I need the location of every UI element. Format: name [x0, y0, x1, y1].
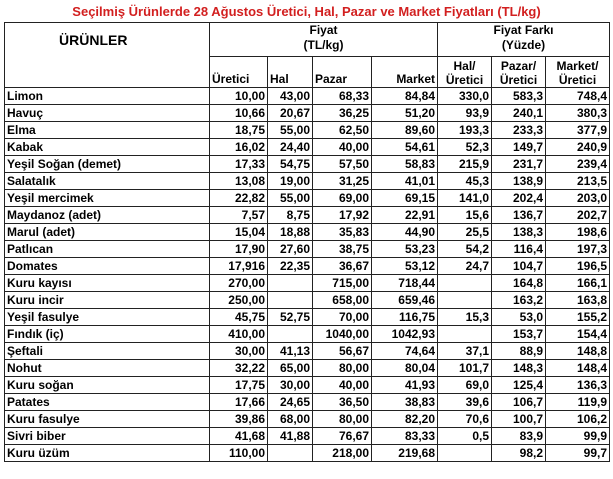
pazar-uretici-diff-cell: 83,9 — [492, 428, 546, 445]
product-name-cell: Sivri biber — [5, 428, 210, 445]
market-price-cell: 58,83 — [372, 156, 438, 173]
hal-price-cell — [268, 292, 313, 309]
table-row — [5, 309, 610, 326]
market-price-cell: 80,04 — [372, 360, 438, 377]
pazar-uretici-diff-cell: 163,2 — [492, 292, 546, 309]
hal-uretici-diff-cell: 193,3 — [438, 122, 492, 139]
pazar-uretici-diff-cell: 125,4 — [492, 377, 546, 394]
hal-uretici-diff-cell: 330,0 — [438, 88, 492, 105]
market-uretici-diff-cell: 163,8 — [546, 292, 610, 309]
market-uretici-diff-cell: 380,3 — [546, 105, 610, 122]
uretici-price-cell: 17,916 — [210, 258, 268, 275]
product-name-cell: Kuru üzüm — [5, 445, 210, 462]
product-name-cell: Kuru kayısı — [5, 275, 210, 292]
market-price-cell: 84,84 — [372, 88, 438, 105]
hal-uretici-diff-cell: 70,6 — [438, 411, 492, 428]
market-price-cell: 22,91 — [372, 207, 438, 224]
hal-price-cell — [268, 275, 313, 292]
uretici-price-cell: 17,75 — [210, 377, 268, 394]
hal-price-cell: 54,75 — [268, 156, 313, 173]
pazar-price-cell: 1040,00 — [313, 326, 372, 343]
hal-price-cell: 22,35 — [268, 258, 313, 275]
table-row — [5, 88, 610, 105]
market-uretici-diff-cell: 154,4 — [546, 326, 610, 343]
table-row — [5, 292, 610, 309]
product-name-cell: Maydanoz (adet) — [5, 207, 210, 224]
hal-price-cell: 8,75 — [268, 207, 313, 224]
uretici-price-cell: 13,08 — [210, 173, 268, 190]
market-price-cell: 83,33 — [372, 428, 438, 445]
market-uretici-diff-cell: 213,5 — [546, 173, 610, 190]
uretici-price-cell: 10,00 — [210, 88, 268, 105]
pazar-price-cell: 17,92 — [313, 207, 372, 224]
table-row — [5, 190, 610, 207]
col-header-pazar-uretici-line2: Üretici — [499, 73, 538, 87]
hal-uretici-diff-cell: 93,9 — [438, 105, 492, 122]
hal-price-cell: 20,67 — [268, 105, 313, 122]
market-uretici-diff-cell: 119,9 — [546, 394, 610, 411]
hal-uretici-diff-cell: 45,3 — [438, 173, 492, 190]
uretici-price-cell: 17,33 — [210, 156, 268, 173]
pazar-price-cell: 218,00 — [313, 445, 372, 462]
col-header-pazar-uretici — [492, 57, 546, 88]
col-header-market-uretici-line2: Üretici — [558, 73, 597, 87]
uretici-price-cell: 250,00 — [210, 292, 268, 309]
product-name-cell: Nohut — [5, 360, 210, 377]
market-price-cell: 41,93 — [372, 377, 438, 394]
table-row — [5, 105, 610, 122]
hal-uretici-diff-cell: 215,9 — [438, 156, 492, 173]
pazar-uretici-diff-cell: 233,3 — [492, 122, 546, 139]
market-price-cell: 41,01 — [372, 173, 438, 190]
pazar-uretici-diff-cell: 148,3 — [492, 360, 546, 377]
market-uretici-diff-cell: 99,7 — [546, 445, 610, 462]
hal-uretici-diff-cell: 0,5 — [438, 428, 492, 445]
price-group-header — [210, 23, 438, 57]
table-row — [5, 360, 610, 377]
pazar-uretici-diff-cell: 583,3 — [492, 88, 546, 105]
price-group-line1: Fiyat — [309, 23, 338, 37]
table-row — [5, 207, 610, 224]
uretici-price-cell: 410,00 — [210, 326, 268, 343]
market-price-cell: 69,15 — [372, 190, 438, 207]
table-row — [5, 122, 610, 139]
uretici-price-cell: 41,68 — [210, 428, 268, 445]
market-price-cell: 659,46 — [372, 292, 438, 309]
market-uretici-diff-cell: 748,4 — [546, 88, 610, 105]
pazar-uretici-diff-cell: 136,7 — [492, 207, 546, 224]
pazar-price-cell: 62,50 — [313, 122, 372, 139]
hal-uretici-diff-cell — [438, 326, 492, 343]
pazar-price-cell: 80,00 — [313, 360, 372, 377]
col-header-hal-uretici-line1: Hal/ — [453, 59, 476, 73]
pazar-price-cell: 57,50 — [313, 156, 372, 173]
product-name-cell: Şeftali — [5, 343, 210, 360]
table-row — [5, 241, 610, 258]
pazar-price-cell: 36,25 — [313, 105, 372, 122]
product-name-cell: Domates — [5, 258, 210, 275]
table-row — [5, 326, 610, 343]
market-price-cell: 116,75 — [372, 309, 438, 326]
hal-uretici-diff-cell — [438, 445, 492, 462]
market-price-cell: 53,23 — [372, 241, 438, 258]
pazar-price-cell: 68,33 — [313, 88, 372, 105]
pazar-price-cell: 31,25 — [313, 173, 372, 190]
pazar-price-cell: 38,75 — [313, 241, 372, 258]
product-name-cell: Kuru soğan — [5, 377, 210, 394]
market-uretici-diff-cell: 148,4 — [546, 360, 610, 377]
pazar-uretici-diff-cell: 138,9 — [492, 173, 546, 190]
uretici-price-cell: 110,00 — [210, 445, 268, 462]
table-row — [5, 224, 610, 241]
market-uretici-diff-cell: 106,2 — [546, 411, 610, 428]
hal-price-cell: 68,00 — [268, 411, 313, 428]
table-row — [5, 258, 610, 275]
pazar-price-cell: 69,00 — [313, 190, 372, 207]
pazar-uretici-diff-cell: 202,4 — [492, 190, 546, 207]
product-name-cell: Yeşil mercimek — [5, 190, 210, 207]
pazar-uretici-diff-cell: 164,8 — [492, 275, 546, 292]
market-uretici-diff-cell: 203,0 — [546, 190, 610, 207]
hal-price-cell: 41,13 — [268, 343, 313, 360]
col-header-market-uretici — [546, 57, 610, 88]
diff-group-header — [438, 23, 610, 57]
col-header-hal-uretici-line2: Üretici — [445, 73, 484, 87]
pazar-price-cell: 80,00 — [313, 411, 372, 428]
hal-uretici-diff-cell: 39,6 — [438, 394, 492, 411]
hal-uretici-diff-cell: 15,3 — [438, 309, 492, 326]
hal-price-cell: 55,00 — [268, 122, 313, 139]
uretici-price-cell: 17,66 — [210, 394, 268, 411]
market-price-cell: 74,64 — [372, 343, 438, 360]
table-row — [5, 445, 610, 462]
uretici-price-cell: 22,82 — [210, 190, 268, 207]
uretici-price-cell: 10,66 — [210, 105, 268, 122]
market-price-cell: 53,12 — [372, 258, 438, 275]
hal-price-cell: 24,65 — [268, 394, 313, 411]
product-name-cell: Havuç — [5, 105, 210, 122]
market-uretici-diff-cell: 99,9 — [546, 428, 610, 445]
market-price-cell: 51,20 — [372, 105, 438, 122]
hal-price-cell: 41,88 — [268, 428, 313, 445]
pazar-uretici-diff-cell: 240,1 — [492, 105, 546, 122]
uretici-price-cell: 17,90 — [210, 241, 268, 258]
table-row — [5, 156, 610, 173]
hal-price-cell: 52,75 — [268, 309, 313, 326]
product-name-cell: Patlıcan — [5, 241, 210, 258]
table-row — [5, 139, 610, 156]
hal-price-cell: 55,00 — [268, 190, 313, 207]
hal-price-cell: 43,00 — [268, 88, 313, 105]
pazar-uretici-diff-cell: 116,4 — [492, 241, 546, 258]
pazar-price-cell: 36,50 — [313, 394, 372, 411]
pazar-uretici-diff-cell: 100,7 — [492, 411, 546, 428]
hal-uretici-diff-cell: 141,0 — [438, 190, 492, 207]
diff-group-line2: (Yüzde) — [501, 38, 546, 52]
product-name-cell: Elma — [5, 122, 210, 139]
pazar-uretici-diff-cell: 138,3 — [492, 224, 546, 241]
hal-price-cell — [268, 445, 313, 462]
hal-price-cell: 30,00 — [268, 377, 313, 394]
product-name-cell: Yeşil Soğan (demet) — [5, 156, 210, 173]
table-row — [5, 377, 610, 394]
pazar-price-cell: 36,67 — [313, 258, 372, 275]
hal-price-cell: 65,00 — [268, 360, 313, 377]
table-row — [5, 173, 610, 190]
hal-uretici-diff-cell — [438, 292, 492, 309]
col-header-market-uretici-line1: Market/ — [556, 59, 599, 73]
diff-group-line1: Fiyat Farkı — [493, 23, 554, 37]
hal-uretici-diff-cell — [438, 275, 492, 292]
market-uretici-diff-cell: 196,5 — [546, 258, 610, 275]
market-price-cell: 44,90 — [372, 224, 438, 241]
market-price-cell: 219,68 — [372, 445, 438, 462]
market-price-cell: 38,83 — [372, 394, 438, 411]
col-header-pazar: Pazar — [313, 57, 372, 88]
market-uretici-diff-cell: 166,1 — [546, 275, 610, 292]
product-name-cell: Salatalık — [5, 173, 210, 190]
market-uretici-diff-cell: 202,7 — [546, 207, 610, 224]
table-row — [5, 394, 610, 411]
col-header-uretici: Üretici — [210, 57, 268, 88]
hal-price-cell: 27,60 — [268, 241, 313, 258]
hal-price-cell: 19,00 — [268, 173, 313, 190]
product-name-cell: Limon — [5, 88, 210, 105]
hal-uretici-diff-cell: 101,7 — [438, 360, 492, 377]
market-price-cell: 718,44 — [372, 275, 438, 292]
pazar-uretici-diff-cell: 53,0 — [492, 309, 546, 326]
hal-price-cell: 18,88 — [268, 224, 313, 241]
pazar-price-cell: 40,00 — [313, 377, 372, 394]
uretici-price-cell: 15,04 — [210, 224, 268, 241]
market-uretici-diff-cell: 136,3 — [546, 377, 610, 394]
col-header-market: Market — [372, 57, 438, 88]
product-name-cell: Patates — [5, 394, 210, 411]
document-title: Seçilmiş Ürünlerde 28 Ağustos Üretici, Hal, Pazar ve Market Fiyatları (TL/kg) — [72, 4, 541, 19]
hal-uretici-diff-cell: 69,0 — [438, 377, 492, 394]
hal-uretici-diff-cell: 52,3 — [438, 139, 492, 156]
hal-price-cell — [268, 326, 313, 343]
col-header-pazar-uretici-line1: Pazar/ — [500, 59, 537, 73]
uretici-price-cell: 7,57 — [210, 207, 268, 224]
pazar-price-cell: 70,00 — [313, 309, 372, 326]
hal-uretici-diff-cell: 25,5 — [438, 224, 492, 241]
table-header — [5, 23, 610, 88]
uretici-price-cell: 45,75 — [210, 309, 268, 326]
pazar-price-cell: 40,00 — [313, 139, 372, 156]
uretici-price-cell: 18,75 — [210, 122, 268, 139]
table-row — [5, 428, 610, 445]
price-group-line2: (TL/kg) — [303, 38, 344, 52]
product-name-cell: Marul (adet) — [5, 224, 210, 241]
uretici-price-cell: 39,86 — [210, 411, 268, 428]
uretici-price-cell: 16,02 — [210, 139, 268, 156]
hal-uretici-diff-cell: 15,6 — [438, 207, 492, 224]
col-header-hal-uretici — [438, 57, 492, 88]
market-uretici-diff-cell: 148,8 — [546, 343, 610, 360]
product-name-cell: Kuru fasulye — [5, 411, 210, 428]
pazar-price-cell: 76,67 — [313, 428, 372, 445]
table-body — [5, 88, 610, 462]
uretici-price-cell: 32,22 — [210, 360, 268, 377]
hal-uretici-diff-cell: 54,2 — [438, 241, 492, 258]
product-name-cell: Kabak — [5, 139, 210, 156]
pazar-uretici-diff-cell: 153,7 — [492, 326, 546, 343]
pazar-price-cell: 658,00 — [313, 292, 372, 309]
market-price-cell: 82,20 — [372, 411, 438, 428]
product-name-cell: Kuru incir — [5, 292, 210, 309]
products-header: ÜRÜNLER — [5, 23, 210, 88]
market-uretici-diff-cell: 198,6 — [546, 224, 610, 241]
pazar-uretici-diff-cell: 149,7 — [492, 139, 546, 156]
uretici-price-cell: 270,00 — [210, 275, 268, 292]
market-price-cell: 89,60 — [372, 122, 438, 139]
price-table — [4, 22, 610, 462]
uretici-price-cell: 30,00 — [210, 343, 268, 360]
product-name-cell: Fındık (iç) — [5, 326, 210, 343]
pazar-uretici-diff-cell: 98,2 — [492, 445, 546, 462]
table-row — [5, 411, 610, 428]
market-uretici-diff-cell: 155,2 — [546, 309, 610, 326]
product-name-cell: Yeşil fasulye — [5, 309, 210, 326]
pazar-uretici-diff-cell: 104,7 — [492, 258, 546, 275]
hal-uretici-diff-cell: 24,7 — [438, 258, 492, 275]
pazar-uretici-diff-cell: 231,7 — [492, 156, 546, 173]
col-header-hal: Hal — [268, 57, 313, 88]
pazar-uretici-diff-cell: 88,9 — [492, 343, 546, 360]
pazar-price-cell: 56,67 — [313, 343, 372, 360]
pazar-price-cell: 35,83 — [313, 224, 372, 241]
market-uretici-diff-cell: 240,9 — [546, 139, 610, 156]
market-uretici-diff-cell: 239,4 — [546, 156, 610, 173]
pazar-price-cell: 715,00 — [313, 275, 372, 292]
hal-uretici-diff-cell: 37,1 — [438, 343, 492, 360]
market-price-cell: 1042,93 — [372, 326, 438, 343]
market-uretici-diff-cell: 377,9 — [546, 122, 610, 139]
pazar-uretici-diff-cell: 106,7 — [492, 394, 546, 411]
hal-price-cell: 24,40 — [268, 139, 313, 156]
table-row — [5, 343, 610, 360]
market-uretici-diff-cell: 197,3 — [546, 241, 610, 258]
table-row — [5, 275, 610, 292]
market-price-cell: 54,61 — [372, 139, 438, 156]
